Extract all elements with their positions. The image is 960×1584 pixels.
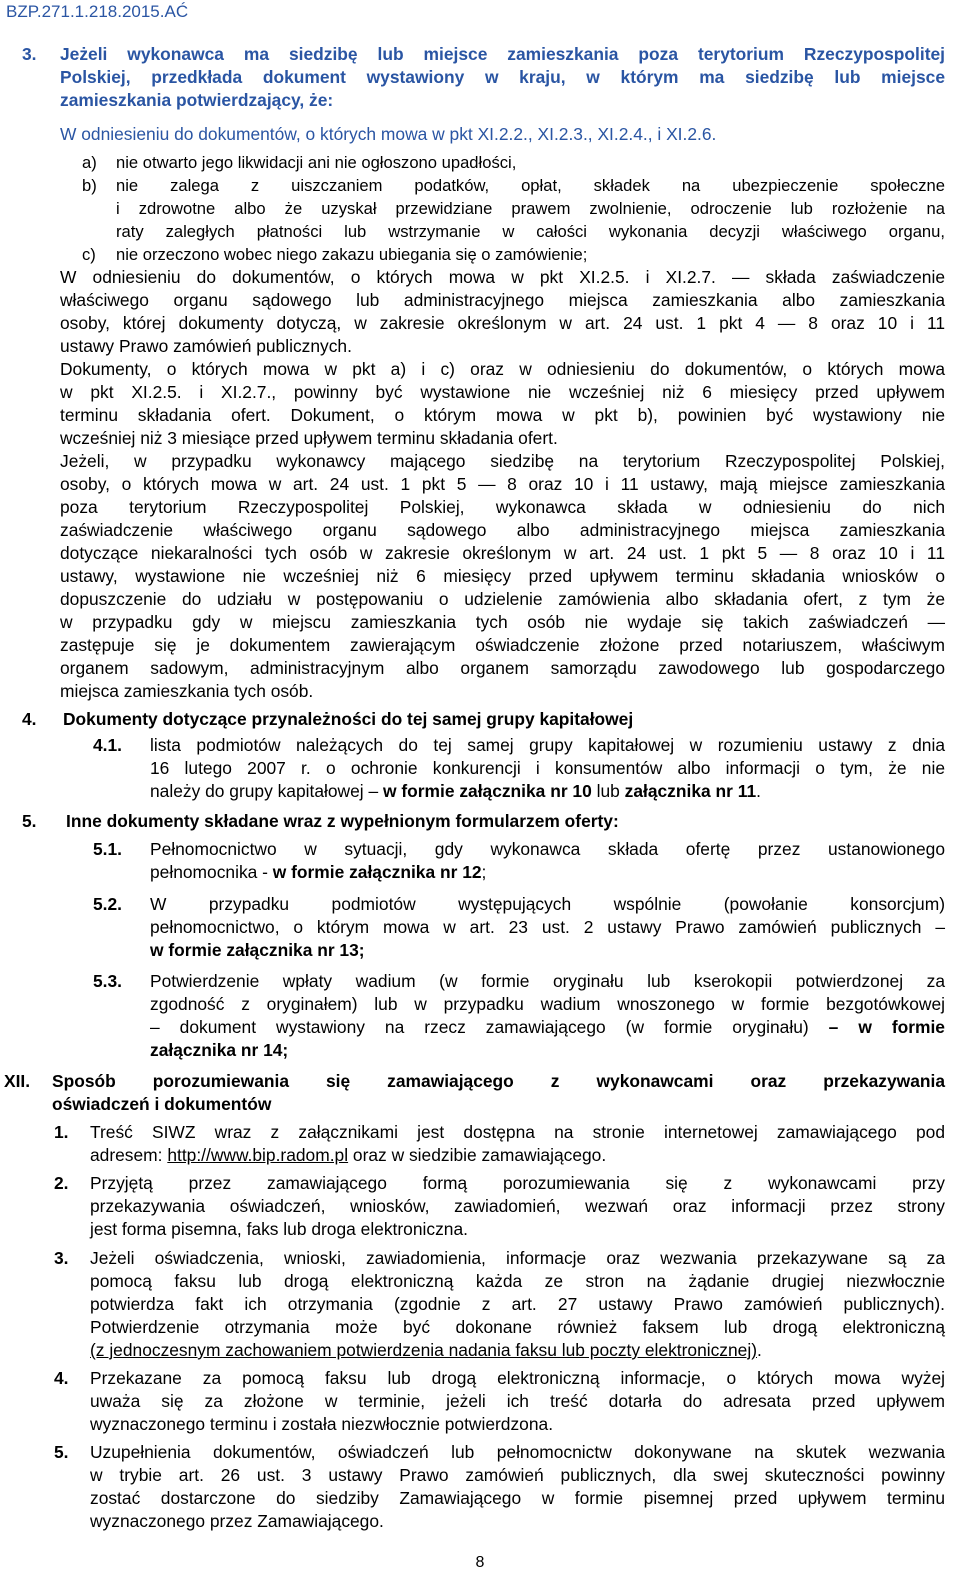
item-12-5-line1: Uzupełnienia dokumentów, oświadczeń lub pełnomocnictw dokonywane na skutek wezwania <box>90 1442 945 1462</box>
item-4-1-line3: należy do grupy kapitałowej – w formie załącznika nr 10 lub załącznika nr 11. <box>150 781 761 801</box>
list-label-b: b) <box>82 176 97 195</box>
paragraph-validity-line3: terminu składania ofert. Dokument, o którym mowa w pkt b), powinien być wystawiony nie <box>60 405 945 425</box>
item-5-1-line1: Pełnomocnictwo w sytuacji, gdy wykonawca składa ofertę przez ustanowionego <box>150 839 945 859</box>
item-12-5-line3: zostać dostarczone do siedziby Zamawiającego w formie pisemnej przed upływem terminu <box>90 1488 945 1508</box>
section-3-heading-line2: Polskiej, przedkłada dokument wystawiony w kraju, w którym ma siedzibę lub miejsce <box>60 67 945 87</box>
item-12-4-line1: Przekazane za pomocą faksu lub drogą elektroniczną informacje, o których mowa wyżej <box>90 1368 945 1388</box>
document-code: BZP.271.1.218.2015.AĆ <box>6 2 189 21</box>
paragraph-certificate-line4: ustawy Prawo zamówień publicznych. <box>60 336 352 356</box>
section-4-title: Dokumenty dotyczące przynależności do tej samej grupy kapitałowej <box>63 709 634 729</box>
section-5-title: Inne dokumenty składane wraz z wypełnionym formularzem oferty: <box>66 811 619 831</box>
item-5-2-number: 5.2. <box>93 894 123 914</box>
item-5-2-line3: w formie załącznika nr 13; <box>150 940 365 960</box>
paragraph-residence-line1: Jeżeli, w przypadku wykonawcy mającego siedzibę na terytorium Rzeczypospolitej Polskiej, <box>60 451 945 471</box>
section-5-number: 5. <box>22 811 37 831</box>
item-12-1-line2: adresem: http://www.bip.radom.pl oraz w siedzibie zamawiającego. <box>90 1145 607 1165</box>
section-3-heading-line3: zamieszkania potwierdzający, że: <box>60 90 334 110</box>
section-3-intro: W odniesieniu do dokumentów, o których mowa w pkt XI.2.2., XI.2.3., XI.2.4., i XI.2.6. <box>60 124 717 144</box>
list-item-b-line3: raty zaległych płatności lub wstrzymanie w całości wykonania decyzji właściwego organu, <box>116 222 945 241</box>
item-4-1-line1: lista podmiotów należących do tej samej grupy kapitałowej w rozumieniu ustawy z dnia <box>150 735 945 755</box>
list-item-a: nie otwarto jego likwidacji ani nie ogłoszono upadłości, <box>116 153 517 172</box>
list-label-c: c) <box>82 245 96 264</box>
paragraph-certificate-line2: właściwego organu sądowego lub administracyjnego miejsca zamieszkania albo zamieszkania <box>60 290 945 310</box>
item-12-3-line5: (z jednoczesnym zachowaniem potwierdzenia nadania faksu lub poczty elektronicznej). <box>90 1340 762 1360</box>
list-item-b-line1: nie zalega z uiszczaniem podatków, opłat, składek na ubezpieczenie społeczne <box>116 176 945 195</box>
paragraph-residence-line2: osoby, o których mowa w art. 24 ust. 1 pkt 5 — 8 oraz 10 i 11 ustawy, mają miejsce zamieszkania <box>60 474 945 494</box>
paragraph-residence-line7: dopuszczenie do udziału w postępowaniu o udzielenie zamówienia albo składania ofert, z tym że <box>60 589 945 609</box>
item-12-5-line2: w trybie art. 26 ust. 3 ustawy Prawo zamówień publicznych, dla swej skuteczności powinny <box>90 1465 945 1485</box>
paragraph-residence-line5: dotyczące niekaralności tych osób w zakresie określonym w art. 24 ust. 1 pkt 5 — 8 oraz 10 i 11 <box>60 543 945 563</box>
paragraph-residence-line4: zaświadczenie właściwego organu sądowego albo administracyjnego miejsca zamieszkania <box>60 520 945 540</box>
item-12-4-line3: wyznaczonego terminu i została niezwłocznie potwierdzona. <box>90 1414 554 1434</box>
item-12-2-line2: przekazywania oświadczeń, wniosków, zawiadomień, wezwań oraz informacji przez strony <box>90 1196 945 1216</box>
item-12-5-line4: wyznaczonego przez Zamawiającego. <box>90 1511 384 1531</box>
paragraph-certificate-line1: W odniesieniu do dokumentów, o których mowa w pkt XI.2.5. i XI.2.7. — składa zaświadczenie <box>60 267 945 287</box>
item-5-3-line4: załącznika nr 14; <box>150 1040 289 1060</box>
paragraph-residence-line6: ustawy, wystawione nie wcześniej niż 6 miesięcy przed upływem terminu składania wniosków o <box>60 566 945 586</box>
section-3-number: 3. <box>22 44 37 64</box>
section-12-number: XII. <box>4 1071 31 1091</box>
list-label-a: a) <box>82 153 97 172</box>
item-12-2-number: 2. <box>54 1173 69 1193</box>
item-12-3-line2: pomocą faksu lub drogą elektroniczną każda ze stron na żądanie drugiej niezwłocznie <box>90 1271 945 1291</box>
paragraph-validity-line1: Dokumenty, o których mowa w pkt a) i c) oraz w odniesieniu do dokumentów, o których mowa <box>60 359 945 379</box>
item-12-3-line3: potwierdza fakt ich otrzymania (zgodnie z art. 27 ustawy Prawo zamówień publicznych). <box>90 1294 945 1314</box>
item-5-3-line1: Potwierdzenie wpłaty wadium (w formie oryginału lub kserokopii potwierdzonej za <box>150 971 945 991</box>
page-number: 8 <box>475 1554 485 1571</box>
item-12-2-line1: Przyjętą przez zamawiającego formą porozumiewania się z wykonawcami przy <box>90 1173 945 1193</box>
item-12-1-line1: Treść SIWZ wraz z załącznikami jest dostępna na stronie internetowej zamawiającego pod <box>90 1122 945 1142</box>
section-3-heading-line1: Jeżeli wykonawca ma siedzibę lub miejsce zamieszkania poza terytorium Rzeczypospolitej <box>60 44 945 64</box>
item-5-3-line3: – dokument wystawiony na rzecz zamawiającego (w formie oryginału) – w formie <box>150 1017 945 1037</box>
list-item-c: nie orzeczono wobec niego zakazu ubiegania się o zamówienie; <box>116 245 588 264</box>
paragraph-validity-line4: wcześniej niż 3 miesiące przed upływem terminu składania ofert. <box>60 428 558 448</box>
item-12-4-line2: uważa się za złożone w terminie, jeżeli ich treść dotarła do adresata przed upływem <box>90 1391 945 1411</box>
item-5-1-line2: pełnomocnika - w formie załącznika nr 12; <box>150 862 487 882</box>
item-5-2-line2: pełnomocnictwo, o którym mowa w art. 23 ust. 2 ustawy Prawo zamówień publicznych – <box>150 917 945 937</box>
item-12-2-line3: jest forma pisemna, faks lub droga elektroniczna. <box>90 1219 468 1239</box>
section-12-title-line1: Sposób porozumiewania się zamawiającego z wykonawcami oraz przekazywania <box>52 1071 945 1091</box>
item-5-3-number: 5.3. <box>93 971 123 991</box>
paragraph-certificate-line3: osoby, której dokumenty dotyczą, w zakresie określonym w art. 24 ust. 1 pkt 4 — 8 oraz 10 i 11 <box>60 313 945 333</box>
paragraph-residence-line9: zastępuje się je dokumentem zawierającym oświadczenie złożone przed notariuszem, właściwym <box>60 635 945 655</box>
item-12-3-line1: Jeżeli oświadczenia, wnioski, zawiadomienia, informacje oraz wezwania przekazywane są za <box>90 1248 945 1268</box>
item-5-2-line1: W przypadku podmiotów występujących wspólnie (powołanie konsorcjum) <box>150 894 945 914</box>
bip-link[interactable]: http://www.bip.radom.pl <box>167 1145 349 1165</box>
item-12-5-number: 5. <box>54 1442 69 1462</box>
paragraph-validity-line2: w pkt XI.2.5. i XI.2.7., powinny być wystawione nie wcześniej niż 6 miesięcy przed upływem <box>60 382 945 402</box>
section-4-number: 4. <box>22 709 37 729</box>
item-12-3-line4: Potwierdzenie otrzymania może być dokonane również faksem lub drogą elektroniczną <box>90 1317 945 1337</box>
item-5-3-line2: zgodność z oryginałem) lub w przypadku wadium wnoszonego w formie bezgotówkowej <box>150 994 945 1014</box>
list-item-b-line2: i zdrowotne albo że uzyskał przewidziane prawem zwolnienie, odroczenie lub rozłożenie na <box>116 199 945 218</box>
item-4-1-number: 4.1. <box>93 735 123 755</box>
item-4-1-line2: 16 lutego 2007 r. o ochronie konkurencji i konsumentów albo informacji o tym, że nie <box>150 758 945 778</box>
item-12-3-number: 3. <box>54 1248 69 1268</box>
paragraph-residence-line11: miejsca zamieszkania tych osób. <box>60 681 314 701</box>
paragraph-residence-line8: w przypadku gdy w miejscu zamieszkania tych osób nie wydaje się takich zaświadczeń — <box>60 612 945 632</box>
section-12-title-line2: oświadczeń i dokumentów <box>52 1094 272 1114</box>
item-5-1-number: 5.1. <box>93 839 123 859</box>
paragraph-residence-line10: organem sadowym, administracyjnym albo organem samorządu zawodowego lub gospodarczego <box>60 658 945 678</box>
item-12-4-number: 4. <box>54 1368 69 1388</box>
paragraph-residence-line3: poza terytorium Rzeczypospolitej Polskiej, wykonawca składa w odniesieniu do nich <box>60 497 945 517</box>
item-12-1-number: 1. <box>54 1122 69 1142</box>
